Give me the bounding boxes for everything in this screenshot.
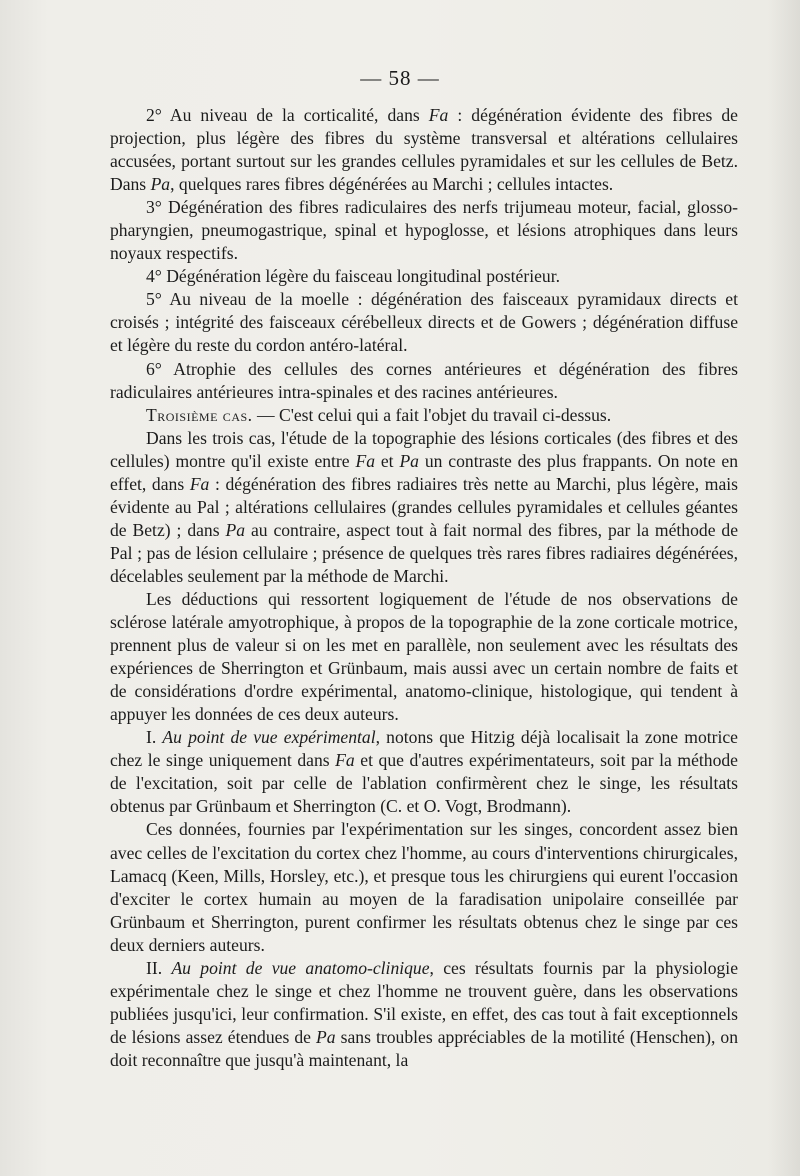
text-run: , ces résultats fournis par la physiologie expérimentale chez le singe et chez l'homme ne trouvent guère, dans les observations publiées jusqu'ici, leur confirmation. S'il existe, en effet, des cas tout à fait exceptionnels de lésions assez étendues de [110,957,739,1047]
text-run: 6° Atrophie des cellules des cornes antérieures et dégénération des fibres radiculaires antérieures intra-spinales et des racines antérieures. [110,358,738,402]
italic-text: Pa [150,174,171,195]
text-run: 2° Au niveau de la corticalité, dans [146,105,429,125]
text-run: Dans les trois cas, l'étude de la topographie des lésions corticales (des fibres et des cellules) montre qu'il existe entre [110,427,738,471]
body-text [110,104,738,1072]
italic-text: Au point de vue expérimental [162,727,376,748]
text-run: , quelques rares fibres dégénérées au Marchi ; cellules intactes. [170,174,614,195]
text-run: : dégénération des fibres radiaires très nette au Marchi, plus légère, mais évidente au Pal ; altérations cellulaires (grandes cellules pyramidales et cellules géantes de Betz) ; dans [110,473,738,540]
text-run: sans troubles appréciables de la motilité (Henschen), on doit reconnaître que jusqu'à maintenant, la [110,1026,739,1070]
text-run: Ces données, fournies par l'expérimentation sur les singes, concordent assez bien avec celles de l'excitation du cortex chez l'homme, au cours d'interventions chirurgicales, Lamacq (Keen, Mills, Horsley, etc.), et presque tous les chirurgiens qui eurent l'occasion d'exciter le cortex humain au moyen de la faradisation unipolaire conseillée par Grünbaum et Sherrington, purent confirmer les résultats obtenus chez le singe par ces deux derniers auteurs. [110,819,738,955]
small-caps-heading: Troisième cas. [146,404,253,425]
text-run: 4° Dégénération légère du faisceau longitudinal postérieur. [146,266,560,287]
paragraph [110,957,738,1072]
paragraph [110,726,738,818]
text-run: — C'est celui qui a fait l'objet du travail ci-dessus. [252,404,612,425]
text-run: : dégénération évidente des fibres de projection, plus légère des fibres du système transversal et altérations cellulaires accusées, portant surtout sur les grandes cellules pyramidales et sur les cellules de Betz. Dans [110,105,738,195]
italic-text: Fa [355,450,376,471]
text-run: au contraire, aspect tout à fait normal des fibres, par la méthode de Pal ; pas de lésion cellulaire ; présence de quelques très rares fibres radiaires dégénérées, décelables seulement par la méthode de Marchi. [110,519,739,586]
text-run: et que d'autres expérimentateurs, soit par la méthode de l'excitation, soit par celle de l'ablation confirmèrent chez le singe, les résultats obtenus par Grünbaum et Sherrington (C. et O. Vogt, Brodmann). [110,750,738,817]
paragraph [110,196,738,265]
paragraph [110,288,738,357]
paragraph [110,404,738,427]
paragraph [110,104,738,196]
text-run: un contraste des plus frappants. On note en effet, dans [110,450,738,494]
italic-text: Pa [399,450,419,471]
paragraph [110,427,738,588]
italic-text: Pa [225,519,246,540]
text-run: 3° Dégénération des fibres radiculaires des nerfs trijumeau moteur, facial, glosso-pharyngien, pneumogastrique, spinal et hypoglosse, et lésions atrophiques dans leurs noyaux respectifs. [110,197,738,264]
page-number: — 58 — [360,66,440,90]
italic-text: Fa [428,105,449,125]
paragraph [110,588,738,726]
text-run: et [375,450,400,471]
paragraph [110,265,738,288]
text-run: Les déductions qui ressortent logiquement de l'étude de nos observations de sclérose latérale amyotrophique, à propos de la topographie de la zone corticale motrice, prennent plus de valeur si on les met en parallèle, non seulement avec les résultats des expériences de Sherrington et Grünbaum, mais aussi avec un certain nombre de faits et de considérations d'ordre expérimental, anatomo-clinique, histologique, qui tendent à appuyer les données de ces deux auteurs. [110,588,738,725]
italic-text: Au point de vue anatomo-clinique [171,957,430,978]
paragraph [110,818,738,956]
text-run: , notons que Hitzig déjà localisait la zone motrice chez le singe uniquement dans [110,727,738,771]
text-run: I. [146,727,163,748]
italic-text: Pa [316,1026,336,1047]
text-run: II. [146,957,172,978]
paragraph [110,358,738,404]
italic-text: Fa [189,473,210,494]
text-run: 5° Au niveau de la moelle : dégénération des faisceaux pyramidaux directs et croisés ; intégrité des faisceaux cérébelleux directs et de Gowers ; dégénération diffuse et légère du reste du cordon antéro-latéral. [110,289,738,356]
italic-text: Fa [335,750,355,771]
